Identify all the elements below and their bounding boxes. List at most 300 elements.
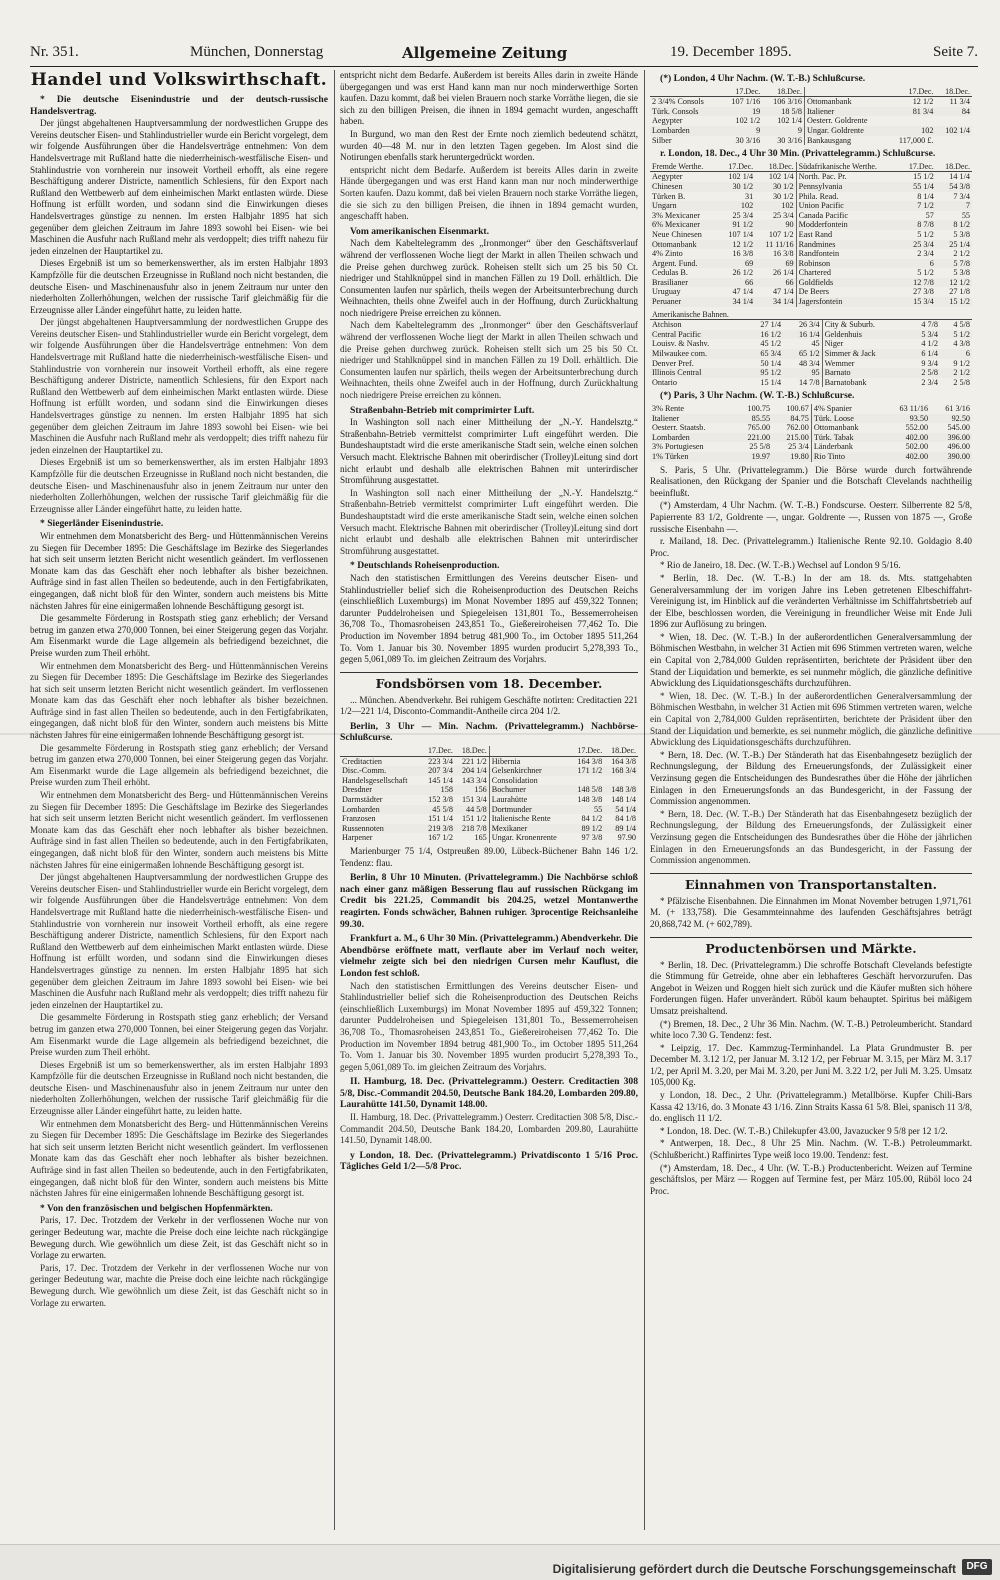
table-cell: 25 1/4 (949, 239, 970, 249)
table-cell: 168 3/4 (611, 766, 636, 776)
table-cell: 171 1/2 (577, 766, 603, 776)
table-cell: 102 (740, 201, 754, 211)
table-cell: 84 1/2 (581, 814, 603, 824)
table-cell (604, 776, 638, 786)
table-row (650, 330, 972, 340)
table-cell: Cedulas B. (652, 268, 688, 278)
table-cell: 148 3/8 (577, 795, 603, 805)
table-cell: 61 3/16 (945, 404, 970, 413)
table-cell: Randfontein (796, 249, 900, 259)
table-cell: 9 (797, 125, 802, 135)
table-cell: 5 3/8 (953, 229, 970, 239)
table-cell: 63 11/16 (899, 404, 929, 413)
table-cell: 25 3/4 (732, 210, 754, 220)
table-cell: Laurahütte (489, 795, 570, 805)
table-row (340, 795, 638, 805)
table-cell: 145 1/4 (428, 775, 453, 785)
table-cell: 1% Türken (652, 451, 689, 461)
table-cell: 165 (474, 833, 487, 843)
digitization-footer (0, 1544, 1000, 1580)
section-title: Fondsbörsen vom 18. December. (340, 672, 638, 692)
table-cell: 93.50 (909, 413, 929, 423)
column-header: 17.Dec. (721, 87, 763, 97)
table-cell: 221.00 (747, 432, 771, 442)
table-cell: Louisv. & Nashv. (652, 339, 710, 349)
table-cell: 27 1/4 (760, 320, 782, 330)
table-cell: 45 (811, 339, 820, 349)
article-paragraph: Wir entnehmen dem Monatsbericht des Berg- und Hüttenmännischen Vereins zu Siegen für December 1895: Die Geschäftslage im Bezirke des Siegerlandes hat sich seit unserm letzten Bericht nicht wesentlich geändert. Im verflossenen Monate kam das das Geschäft eher noch lebhafter als bisher bezeichnen. Aufträge sind in fast allen Theilen so bedeutende, auch in den Fertigfabrikaten, eingegangen, daß nicht bloß für den Winter, sondern auch meistens bis Mitte nächsten Jahres für eine einigermaßen lohnende Beschäftigung gesorgt ist. (30, 1118, 328, 1199)
table-cell: 107 1/2 (768, 229, 794, 239)
table-cell: 7 1/2 (917, 201, 934, 211)
table-row (650, 349, 972, 359)
table-cell: 90 (785, 220, 794, 230)
article-paragraph: In Washington soll nach einer Mittheilung der „N.-Y. Handelsztg.“ Straßenbahn-Betrieb vermittelst comprimirter Luft eingeführt werden. Die Bundeshauptstadt wird die erste amerikanische Stadt sein, welche einen solchen Versuch macht. Elektrische Bahnen mit oberirdischer (Trolley)Leitung sind dort nicht erlaubt und deshalb alle elektrischen Bahnen mit unterirdischer Stromführung ausgestattet. (340, 487, 638, 556)
table-cell: Oesterr. Goldrente (805, 116, 887, 126)
article-paragraph: * London, 18. Dec. (W. T.-B.) Chilekupfer 43.00, Javazucker 9 5/8 per 12 1/2. (660, 1125, 948, 1136)
article-paragraph: * Antwerpen, 18. Dec., 8 Uhr 25 Min. Nachm. (W. T.-B.) Petroleummarkt. (Schlußbericht.) Raffinirtes Type weiß loco 19.00. Tendenz: fest. (650, 1138, 972, 1161)
table-cell: 4 3/8 (953, 339, 970, 349)
table-cell: Türk. Loose (811, 414, 882, 424)
table-cell: Chinesen (652, 181, 683, 191)
table-cell: 2 3/4 (921, 377, 939, 387)
table-cell: 4% Spanier (811, 404, 882, 414)
table-cell: 44 5/8 (466, 804, 487, 814)
table-cell: 3% Mexicaner (652, 210, 700, 220)
table-row (650, 172, 972, 182)
table-cell: 148 3/8 (611, 785, 636, 795)
column-3 (650, 70, 972, 1530)
table-cell: Lombarden (652, 125, 690, 135)
table-cell: Türk. Tabak (811, 433, 882, 443)
table-row (650, 423, 972, 433)
table-cell: 25 3/4 (788, 442, 809, 452)
table-cell: 164 3/8 (577, 756, 603, 766)
column-2 (340, 70, 638, 1530)
table-row (650, 249, 972, 259)
table-cell: 34 1/4 (772, 297, 794, 307)
table-cell: 552.00 (905, 423, 929, 433)
table-cell: 496.00 (947, 442, 970, 452)
article-paragraph: ... München. Abendverkehr. Bei ruhigem Geschäfte notirten: Creditactien 221 1/2—221 1/4, Disconto-Commandit-Antheile circa 204 1/2. (340, 694, 638, 717)
table-cell: 15 1/2 (913, 172, 934, 182)
table-row (650, 116, 972, 126)
table-row (340, 814, 638, 824)
table-cell: 55 1/4 (913, 181, 934, 191)
table-cell: Disc.-Comm. (342, 766, 387, 776)
table-cell: 66 (785, 277, 794, 287)
table-cell: 5 1/2 (917, 268, 934, 278)
table-row (650, 259, 972, 269)
table-cell: Wemmer (822, 359, 908, 369)
table-cell: Lombarden (342, 804, 380, 814)
table-cell: 47 1/4 (772, 287, 794, 297)
table-label: Amerikanische Bahnen. (650, 310, 972, 320)
table-body (650, 320, 972, 388)
table-cell: Central Pacific (652, 329, 701, 339)
article-paragraph: Dieses Ergebniß ist um so bemerkenswerther, als im ersten Halbjahr 1893 Kampfzölle für die deutschen Erzeugnisse in Rußland noch nicht bestanden, die deutsche Eisen- und Maschinenausfuhr also in jenem Zeitraum nur unter den niederholten Zollerhöhungen, welchen der russische Tarif gleichmäßig für die Erzeugnisse aller Länder eingeführt hatte, zu leiden hatte. (30, 258, 328, 315)
table-cell: 4 1/2 (921, 339, 939, 349)
table-cell: 55 (594, 804, 603, 814)
table-cell: 16 3/8 (772, 249, 794, 259)
table-cell: 30 1/2 (732, 181, 754, 191)
table-cell: 151 3/4 (461, 795, 487, 805)
table-cell: 12 1/2 (912, 97, 934, 107)
article-paragraph: * Bern, 18. Dec. (W. T.-B.) Der Ständerath hat das Eisenbahngesetz bezüglich der Rechnungslegung, der Bildung des Erneuerungsfonds, der Zulässigkeit einer Verzinsung gegen die Entscheidungen des Bundesrathes über die Höhe der jährlichen Einlagen in den Erneuerungsfonds an das Bundesgericht, in der Fassung der Commission angenommen. (650, 808, 972, 866)
table-cell: Gelsenkirchner (489, 766, 570, 776)
table-cell: 25 3/4 (913, 239, 934, 249)
table-cell: Darmstädter (342, 795, 383, 805)
article-paragraph: * Wien, 18. Dec. (W. T.-B.) In der außerordentlichen Generalversammlung der Böhmischen Westbahn, in welcher 31 Actien mit 696 Stimmen vertreten waren, welche ein Capital von 2,784,000 Gulden repräsentirten, berichtete der Präsident über den Stand der Liquidation und bemerkte, es sei nunmehr möglich, die gänzliche definitive Abwicklung des Liquidationsgeschäfts durchzuführen. (650, 690, 972, 748)
table-cell: 218 7/8 (461, 823, 487, 833)
table-cell: 85.55 (751, 413, 771, 423)
table-cell: 65 3/4 (760, 349, 782, 359)
column-rule (644, 70, 645, 1530)
table-cell: 12 1/2 (732, 239, 754, 249)
table-cell: 107 1/16 (731, 97, 761, 107)
article-paragraph: entspricht nicht dem Bedarfe. Außerdem ist bereits Alles darin in zweite Hände übergegangen und was erst Hand kann man nur noch minderwerthige Sorten kaufen. Dazu kommt, daß bei vielen Brauern noch starke Vorräthe liegen, die sie sich zu den billigen Preisen, die ihnen in 1894 gemacht wurden, angeschafft haben. (340, 70, 638, 127)
table-cell: Denver Pref. (652, 358, 694, 368)
table-cell: 14 7/8 (798, 377, 820, 387)
table-cell: 221 1/2 (461, 756, 487, 766)
table-cell: Brasilianer (652, 277, 688, 287)
article-paragraph: * Berlin, 18. Dec. (Privattelegramm.) Die schroffe Botschaft Clevelands befestigte die Stimmung für Getreide, ohne aber ein lebhafteres Geschäft hervorzurufen. Das Angebot in Weizen und Roggen hielt sich zurück und die Käufer mußten sich höhere Forderungen fügen. Hafer unverändert. Rüböl kaum behauptet. Spiritus bei mäßigem Umsatz preishaltend. (650, 959, 972, 1016)
table-row (650, 320, 972, 330)
article-heading: y London, 18. Dec. (Privattelegramm.) Privatdisconto 1 5/16 Proc. Tägliches Geld 1/2—5/8 Proc. (340, 1149, 638, 1173)
table-cell: City & Suburb. (822, 320, 908, 330)
section-title: Handel und Volkswirthschaft. (30, 70, 328, 90)
table-cell: Bankausgang (805, 136, 887, 146)
article-paragraph: II. Hamburg, 18. Dec. (Privattelegramm.) Oesterr. Creditactien 308 5/8, Disc.-Commandit 204.50, Deutsche Bank 184.20, Lombarden 209.80, Laurahütte 141.50, Dynamit 148.00. (340, 1112, 638, 1146)
table-cell: 55 (961, 210, 970, 220)
article-heading: * Deutschlands Roheisenproduction. (350, 560, 500, 572)
article-paragraph: Wir entnehmen dem Monatsbericht des Berg- und Hüttenmännischen Vereins zu Siegen für December 1895: Die Geschäftslage im Bezirke des Siegerlandes hat sich seit unserm letzten Bericht nicht wesentlich geändert. Im verflossenen Monate kam das das Geschäft eher noch lebhafter als bisher bezeichnen. Aufträge sind in fast allen Theilen so bedeutende, auch in den Fertigfabrikaten, eingegangen, daß nicht bloß für den Winter, sondern auch meistens bis Mitte nächsten Jahres für eine einigermaßen lohnende Beschäftigung gesorgt ist. (30, 530, 328, 611)
table-cell: 6 1/4 (921, 349, 939, 359)
table-cell: 2 3/4 (917, 249, 934, 259)
table-cell: 54 1/4 (615, 804, 636, 814)
issue-date: 19. December 1895. (670, 44, 792, 60)
table-cell: 8 7/8 (917, 220, 934, 230)
table-cell: 27 1/8 (949, 287, 970, 297)
table-row (650, 211, 972, 221)
table-cell: 390.00 (947, 451, 970, 461)
column-header: 18.Dec. (935, 87, 972, 97)
table-cell: Oesterr. Staatsb. (652, 423, 706, 433)
table-cell: 84 (961, 106, 970, 116)
article-heading: * Die deutsche Eisenindustrie und der deutsch-russische Handelsvertrag. (30, 94, 328, 117)
table-row (650, 287, 972, 297)
article-paragraph: (*) Bremen, 18. Dec., 2 Uhr 36 Min. Nachm. (W. T.-B.) Petroleumbericht. Standard white loco 7.30 G. Tendenz: fest. (650, 1018, 972, 1041)
table-cell: 14 1/4 (949, 172, 970, 182)
table-cell: Ottomanbank (805, 97, 887, 107)
table-cell: Creditactien (342, 756, 383, 766)
table-cell: 3% Rente (652, 404, 685, 413)
table-cell: 25 3/4 (772, 210, 794, 220)
table-cell: 148 5/8 (577, 785, 603, 795)
table-cell (570, 776, 604, 786)
table-cell: 4 5/8 (953, 320, 970, 330)
article-paragraph: S. Paris, 5 Uhr. (Privattelegramm.) Die Börse wurde durch fortwährende Realisationen, den Rückgang der Spanier und die Botschaft Clevelands nachtheilig beeinflußt. (650, 464, 972, 498)
table-cell: Barnato (822, 368, 908, 378)
table-cell: 107 1/4 (728, 229, 754, 239)
table-cell: Milwaukee com. (652, 349, 708, 359)
table-cell: 9 1/2 (953, 358, 970, 368)
table-cell: 4 7/8 (921, 320, 939, 330)
table-cell: 5 3/8 (953, 268, 970, 278)
table-cell: Aegypter (652, 116, 683, 126)
table-cell: 9 (756, 125, 761, 135)
table-cell: 11 11/16 (765, 239, 794, 249)
table-cell: 6 (929, 258, 934, 268)
table-cell: 15 1/2 (949, 297, 970, 307)
table-cell: 100.67 (786, 404, 809, 413)
article-paragraph: Die gesammelte Förderung in Rostspath stieg ganz erheblich; der Versand betrug im ganzen etwa 270,000 Tonnen, bei einer Steigerung gegen das Vorjahr. Am Eisenmarkt wurde die Lage allgemein als befriedigend bezeichnet, die Preise wurden zum Theil erhöht. (30, 742, 328, 788)
table-cell: Chartered (796, 268, 900, 278)
table-row (340, 824, 638, 834)
article-paragraph: r. Mailand, 18. Dec. (Privattelegramm.) Italienische Rente 92.10. Goldagio 8.40 Proc. (650, 536, 972, 558)
article-paragraph: Marienburger 75 1/4, Ostpreußen 89.00, Lübeck-Büchener Bahn 146 1/2. Tendenz: flau. (340, 846, 638, 868)
article-paragraph: Wir entnehmen dem Monatsbericht des Berg- und Hüttenmännischen Vereins zu Siegen für December 1895: Die Geschäftslage im Bezirke des Siegerlandes hat sich seit unserm letzten Bericht nicht wesentlich geändert. Im verflossenen Monate kam das das Geschäft eher noch lebhafter als bisher bezeichnen. Aufträge sind in fast allen Theilen so bedeutende, auch in den Fertigfabrikaten, eingegangen, daß nicht bloß für den Winter, sondern auch meistens bis Mitte nächsten Jahres für eine einigermaßen lohnende Beschäftigung gesorgt ist. (30, 660, 328, 741)
table-cell: 27 3/8 (913, 287, 934, 297)
article-heading: Berlin, 8 Uhr 10 Minuten. (Privattelegramm.) Die Nachbörse schloß nach einer ganz mäßigen Besserung flau auf russischen Rückgang im Credit bis 221.25, Commandit bis 204.25, wetzel Montanwerthe reagirten. Fonds schwächer, Bahnen ruhiger. 3procentige Reichsanleihe 99.30. (340, 872, 638, 930)
table-row (650, 230, 972, 240)
table-cell: Dortmunder (489, 805, 570, 815)
table-cell: Bochumer (489, 785, 570, 795)
table-cell: 102 1/4 (945, 125, 970, 135)
table-cell: 117,000 £. (898, 135, 934, 145)
article-heading: Vom amerikanischen Eisenmarkt. (350, 225, 490, 237)
table-cell: 3% Portugiesen (652, 442, 704, 452)
table-row (340, 805, 638, 815)
table-cell: 12 1/2 (949, 277, 970, 287)
table-cell: 152 3/8 (428, 795, 453, 805)
column-header: 18.Dec. (762, 87, 804, 97)
table-cell: 11 3/4 (949, 97, 970, 107)
table-row (650, 240, 972, 250)
table-cell: Modderfontein (796, 220, 900, 230)
table-cell: Türken B. (652, 191, 686, 201)
article-paragraph: Der jüngst abgehaltenen Hauptversammlung der nordwestlichen Gruppe des Vereins deutscher Eisen- und Stahlindustrieller wurde ein Bericht vorgelegt, dem wir folgende Ausführungen über die Handelsverträge entnehmen: Von dem Handelsvertrage mit Rußland hatte die niederrheinisch-westfälische Eisen- und Stahlindustrie von vornherein nur insoweit Vortheil erhofft, als eine regere Beschäftigung anderer Districte, namentlich Schlesiens, für den Export nach Rußland den Wettbewerb auf dem einheimischen Markt entlasten würde. Diese Hoffnung ist erfüllt worden, und sodann sind die Einwirkungen dieses Handelsvertrages günstige zu nennen. Im ersten Halbjahr 1895 hat sich gegenüber dem gleichen Zeitraum im Jahre 1893 sowohl bei Eisen- wie bei Maschinen die Ausfuhr nach Rußland mehr als verdoppelt; dies trifft nahezu für jeden einzelnen der Hauptartikel zu. (30, 118, 328, 256)
table-cell: 5 3/4 (921, 329, 939, 339)
issue-number: Nr. 351. (30, 44, 79, 60)
article-heading: Straßenbahn-Betrieb mit comprimirter Luft. (350, 404, 535, 416)
table-cell: 2 1/2 (953, 249, 970, 259)
article-paragraph: (*) Amsterdam, 4 Uhr Nachm. (W. T.-B.) Fondscurse. Oesterr. Silberrente 82 5/8, Papierrente 83 1/2, Goldrente —, ungar. Goldrente —, Russen von 1875 —, Große russische Eisenbahn —. (650, 500, 972, 534)
table-cell: 219 3/8 (428, 823, 453, 833)
table-cell: 30 3/16 (735, 135, 761, 145)
table-cell: 25 5/8 (749, 442, 771, 452)
table-cell: 15 3/4 (913, 297, 934, 307)
table-cell: 18 5/8 (781, 106, 802, 116)
table-cell: 6% Mexicaner (652, 220, 700, 230)
article-heading: Berlin, 3 Uhr — Min. Nachm. (Privattelegramm.) Nachbörse-Schlußcurse. (340, 720, 638, 744)
table-cell: 6 (965, 349, 970, 359)
paper-title: Allgemeine Zeitung (402, 44, 568, 62)
table-cell: 7 3/4 (953, 191, 970, 201)
table-row (340, 785, 638, 795)
article-heading: II. Hamburg, 18. Dec. (Privattelegramm.) Oesterr. Creditactien 308 5/8, Disc.-Commandit 204.50, Deutsche Bank 184.20, Lombarden 209.80, Laurahütte 141.50, Dynamit 148.00. (340, 1076, 638, 1111)
table-cell: 207 3/4 (428, 766, 453, 776)
table-cell: 5 7/8 (953, 258, 970, 268)
quotes-table (650, 87, 972, 146)
table-cell: 167 1/2 (428, 833, 453, 843)
table-cell: 16 1/4 (798, 329, 820, 339)
table-cell: 19.80 (790, 451, 809, 461)
article-paragraph: * Berlin, 18. Dec. (W. T.-B.) In der am 18. ds. Mts. stattgehabten Generalversammlung der im vorigen Jahre ins Leben getretenen Elbeschiffahrt-Vereinigung ist, im Hinblick auf die veränderten Verhältnisse im Schiffahrtsbetrieb auf der Elbe, beschlossen worden, die Vereinigung in freundlicher Weise mit Ende Juli 1896 zur Auflösung zu bringen. (650, 572, 972, 630)
article-paragraph: Der jüngst abgehaltenen Hauptversammlung der nordwestlichen Gruppe des Vereins deutscher Eisen- und Stahlindustrieller wurde ein Bericht vorgelegt, dem wir folgende Ausführungen über die Handelsverträge entnehmen: Von dem Handelsvertrage mit Rußland hatte die niederrheinisch-westfälische Eisen- und Stahlindustrie von vornherein nur insoweit Vortheil erhofft, als eine regere Beschäftigung anderer Districte, namentlich Schlesiens, für den Export nach Rußland den Wettbewerb auf dem einheimischen Markt entlasten würde. Diese Hoffnung ist erfüllt worden, und sodann sind die Einwirkungen dieses Handelsvertrages günstige zu nennen. Im ersten Halbjahr 1895 hat sich gegenüber dem gleichen Zeitraum im Jahre 1893 sowohl bei Eisen- wie bei Maschinen die Ausfuhr nach Rußland mehr als verdoppelt; dies trifft nahezu für jeden einzelnen der Hauptartikel zu. (30, 872, 328, 1010)
table-cell: 16 3/8 (732, 249, 754, 259)
table-cell: 164 3/8 (611, 756, 636, 766)
table-cell: Geldenhuis (822, 330, 908, 340)
table-cell: 7 (965, 201, 970, 211)
table-cell: Rio Tinto (811, 452, 882, 462)
table-cell: 158 (440, 785, 453, 795)
table-cell: 69 (744, 258, 754, 268)
table-row (340, 766, 638, 776)
dfg-logo: DFG (962, 1559, 992, 1575)
article-paragraph: Paris, 17. Dec. Trotzdem der Verkehr in der verflossenen Woche nur von geringer Bedeutung war, machte die Preise doch eine leichte nach rückgängige Bewegung durch. Wie gewöhnlich um diese Zeit, ist das Geschäft nicht so in Vorlage zu erwarten. (30, 1215, 328, 1261)
table-cell: Niger (822, 339, 908, 349)
table-row (650, 136, 972, 146)
table-cell: 402.00 (905, 432, 929, 442)
table-cell: 34 1/4 (732, 297, 754, 307)
article-paragraph: * Pfälzische Eisenbahnen. Die Einnahmen im Monat November betrugen 1,971,761 M. (+ 133,758). Die Gesammteinnahme des laufenden Geschäftsjahres beträgt 20,868,742 M. (+ 602,789). (650, 895, 972, 929)
table-row (340, 776, 638, 786)
table-cell: 102 (781, 201, 794, 211)
table-cell: Dresdner (342, 785, 373, 795)
table-cell: 50 1/4 (760, 358, 782, 368)
column-header: 17.Dec. (570, 746, 604, 756)
table-cell: 16 1/2 (760, 329, 782, 339)
article-paragraph: Die gesammelte Förderung in Rostspath stieg ganz erheblich; der Versand betrug im ganzen etwa 270,000 Tonnen, bei einer Steigerung gegen das Vorjahr. Am Eisenmarkt wurde die Lage allgemein als befriedigend bezeichnet, die Preise wurden zum Theil erhöht. (30, 613, 328, 658)
funding-note: Digitalisierung gefördert durch die Deutsche Forschungsgemeinschaft (552, 1562, 956, 1576)
table-cell: 148 1/4 (611, 795, 636, 805)
table-row (650, 192, 972, 202)
table-cell: Simmer & Jack (822, 349, 908, 359)
table-row (650, 126, 972, 136)
table-cell: Franzosen (342, 814, 376, 824)
table-cell: 102 (921, 125, 934, 135)
table-label: Südafrikanische Werthe. (796, 162, 900, 172)
table-cell: 8 1/2 (953, 220, 970, 230)
table-cell: Consolidation (489, 776, 570, 786)
table-cell: 502.00 (905, 442, 929, 452)
article-paragraph: * Bern, 18. Dec. (W. T.-B.) Der Ständerath hat das Eisenbahngesetz bezüglich der Rechnungslegung, der Bildung des Erneuerungsfonds, der Zulässigkeit einer Verzinsung gegen die Entscheidungen des Bundesrathes über die Höhe der jährlichen Einlagen in den Erneuerungsfonds an das Bundesgericht, in der Fassung der Commission angenommen. (650, 749, 972, 807)
quotes-table (650, 162, 972, 307)
article-paragraph: entspricht nicht dem Bedarfe. Außerdem ist bereits Alles darin in zweite Hände übergegangen und was erst Hand kann man nur noch minderwerthige Sorten kaufen. Dazu kommt, daß bei vielen Brauern noch starke Vorräthe liegen, die sie sich zu den billigen Preisen, die ihnen in 1894 gemacht wurden, angeschafft haben. (340, 164, 638, 222)
table-row (650, 378, 972, 388)
table-label: Fremde Werthe. (650, 162, 719, 172)
article-paragraph: Wir entnehmen dem Monatsbericht des Berg- und Hüttenmännischen Vereins zu Siegen für December 1895: Die Geschäftslage im Bezirke des Siegerlandes hat sich seit unserm letzten Bericht nicht wesentlich geändert. Im verflossenen Monate kam das das Geschäft eher noch lebhafter als bisher bezeichnen. Aufträge sind in fast allen Theilen so bedeutende, auch in den Fertigfabrikaten, eingegangen, daß nicht bloß für den Winter, sondern auch meistens bis Mitte nächsten Jahres für eine einigermaßen lohnende Beschäftigung gesorgt ist. (30, 790, 328, 870)
table-cell: Ottomanbank (652, 239, 697, 249)
table-cell: Italiener (805, 107, 887, 117)
table-cell: 2 5/8 (921, 368, 939, 378)
table-body (650, 172, 972, 307)
table-cell: 2 1/2 (953, 368, 970, 378)
table-row (650, 368, 972, 378)
table-cell: 84 1/8 (615, 814, 636, 824)
article-paragraph: Der jüngst abgehaltenen Hauptversammlung der nordwestlichen Gruppe des Vereins deutscher Eisen- und Stahlindustrieller wurde ein Bericht vorgelegt, dem wir folgende Ausführungen über die Handelsverträge entnehmen: Von dem Handelsvertrage mit Rußland hatte die niederrheinisch-westfälische Eisen- und Stahlindustrie von vornherein nur insoweit Vortheil erhofft, als eine regere Beschäftigung anderer Districte, namentlich Schlesiens, für den Export nach Rußland den Wettbewerb auf dem einheimischen Markt entlasten würde. Diese Hoffnung ist erfüllt worden, und sodann sind die Einwirkungen dieses Handelsvertrages günstige zu nennen. Im ersten Halbjahr 1895 hat sich gegenüber dem gleichen Zeitraum im Jahre 1893 sowohl bei Eisen- wie bei Maschinen die Ausfuhr nach Rußland mehr als verdoppelt; dies trifft nahezu für jeden einzelnen der Hauptartikel zu. (30, 317, 328, 455)
table-row (650, 182, 972, 192)
article-heading: (*) London, 4 Uhr Nachm. (W. T.-B.) Schlußcurse. (660, 73, 866, 84)
table-cell: 4% Zinto (652, 249, 683, 259)
table-cell: Ungarn (652, 201, 677, 211)
table-cell: Robinson (796, 259, 900, 269)
table-row (650, 268, 972, 278)
table-cell: Aegypter (652, 172, 683, 182)
table-cell: Harpener (342, 833, 373, 843)
section-title: Productenbörsen und Märkte. (650, 937, 972, 957)
table-cell: 762.00 (786, 423, 809, 433)
table-cell: Russennoten (342, 823, 384, 833)
table-cell: 12 7/8 (913, 277, 934, 287)
table-cell: Ungar. Kronenrente (489, 833, 570, 843)
table-cell: 2 3/4% Consols (652, 97, 704, 107)
table-cell: 19.97 (751, 451, 771, 461)
table-cell: Goldfields (796, 278, 900, 288)
article-heading: Frankfurt a. M., 6 Uhr 30 Min. (Privattelegramm.) Abendverkehr. Die Abendbörse eröffnete matt, verflaute aber im Verlauf noch weiter, vielmehr zeigte sich bei den niedrigen Cursen mehr Kauflust, die London fest schloß. (340, 933, 638, 979)
table-cell: 45 5/8 (432, 804, 453, 814)
table-cell: 396.00 (947, 432, 970, 442)
table-cell: 102 1/4 (728, 172, 754, 182)
table-cell: 54 3/8 (949, 181, 970, 191)
table-cell (887, 116, 936, 126)
table-cell: 91 1/2 (732, 220, 754, 230)
table-cell: 65 1/2 (798, 349, 820, 359)
table-cell: 106 3/16 (773, 97, 802, 107)
table-cell: Türk. Consols (652, 106, 699, 116)
article-paragraph: In Washington soll nach einer Mittheilung der „N.-Y. Handelsztg.“ Straßenbahn-Betrieb vermittelst comprimirter Luft eingeführt werden. Die Bundeshauptstadt wird die erste amerikanische Stadt sein, welche einen solchen Versuch macht. Elektrische Bahnen mit oberirdischer (Trolley)Leitung sind dort nicht erlaubt und deshalb alle elektrischen Bahnen mit unterirdischer Stromführung ausgestattet. (340, 417, 638, 486)
table-cell: Ottomanbank (811, 423, 882, 433)
article-paragraph: * Leipzig, 17. Dec. Kammzug-Terminhandel. La Plata Grundmuster B. per December M. 3.12 1/2, per Januar M. 3.12 1/2, per Februar M. 3.15, per März M. 3.17 1/2, per April M. 3.20, per Mai M. 3.20, per Juni M. 3.22 1/2, per Juli M. 3.25. Umsatz 105,000 Kg. (650, 1042, 972, 1088)
table-cell: Hibernia (489, 756, 570, 766)
article-paragraph: In Burgund, wo man den Rest der Ernte noch ziemlich bedeutend schätzt, wurden 40—48 M. nur in den letzten Tagen gegeben. Im Alost sind die Notirungen ebenfalls stark heruntergedrückt worden. (340, 128, 638, 163)
table-row (650, 339, 972, 349)
column-rule (334, 70, 335, 1530)
article-paragraph: Nach dem Kabeltelegramm des „Ironmonger“ über den Geschäftsverlauf während der verflossenen Woche liegt der Markt in allen Theilen schwach und die Preise gehen durchweg zurück. Roheisen stellt sich um 25 bis 50 Ct. niedriger und Stahlknüppel sind in manchen Fällen zu 19 Doll. erhältlich. Die Consumenten laufen nur spärlich, theils wegen der Arbeitsunterbrechung durch Weihnachten, theils ohne Zweifel auch in der Hoffnung, durch Zurückhaltung noch niedrigere Preise erreichen zu können. (340, 238, 638, 318)
quotes-table (340, 746, 638, 843)
article-paragraph: (*) Amsterdam, 18. Dec., 4 Uhr. (W. T.-B.) Productenbericht. Weizen auf Termine geschäftslos, per März — Roggen auf Termine fest, per März 105.00, Rüböl loco 24 Proc. (650, 1162, 972, 1196)
table-cell: Länderbank (811, 442, 882, 452)
table-cell: Argent. Fund. (652, 258, 698, 268)
table-row (650, 278, 972, 288)
table-cell: 156 (474, 785, 487, 795)
table-cell: Randmines (796, 240, 900, 250)
table-row (650, 97, 972, 107)
table-cell: Ontario (652, 377, 678, 387)
article-heading: (*) Paris, 3 Uhr Nachm. (W. T.-B.) Schlußcurse. (660, 390, 855, 402)
table-row (650, 404, 972, 414)
table-row (650, 433, 972, 443)
table-cell: 66 (744, 277, 754, 287)
article-paragraph: Paris, 17. Dec. Trotzdem der Verkehr in der verflossenen Woche nur von geringer Bedeutung war, machte die Preise doch eine leichte nach rückgängige Bewegung durch. Wie gewöhnlich um diese Zeit, ist das Geschäft nicht so in Vorlage zu erwarten. (30, 1262, 328, 1308)
table-row (650, 359, 972, 369)
table-cell: 215.00 (786, 432, 809, 442)
quotes-table (650, 404, 972, 462)
table-cell: 151 1/4 (428, 814, 453, 824)
table-body (650, 404, 972, 462)
article-heading: * Von den französischen und belgischen Hopfenmärkten. (40, 1202, 273, 1214)
table-row (650, 220, 972, 230)
article-paragraph: Nach den statistischen Ermittlungen des Vereins deutscher Eisen- und Stahlindustrieller belief sich die Roheisenproduction des Deutschen Reichs (einschließlich Luxemburgs) im Monat November 1895 auf 459,322 Tonnen; darunter Puddelroheisen und Spiegeleisen 131,801 To., Bessemerroheisen 36,708 To., Thomasroheisen 243,851 To., Gießereiroheisen 77,462 To. Die Production im November 1894 betrug 481,900 To., im October 1895 511,264 To. Vom 1. Januar bis 30. November 1895 wurden producirt 5,278,393 To., gegen 5,061,089 To. im gleichen Zeitraum des Vorjahrs. (340, 572, 638, 665)
table-cell: Uruguay (652, 287, 681, 297)
table-row (650, 442, 972, 452)
table-cell: 204 1/4 (461, 766, 487, 776)
table-cell: 89 1/2 (581, 823, 603, 833)
article-paragraph: Nach den statistischen Ermittlungen des Vereins deutscher Eisen- und Stahlindustrieller belief sich die Roheisenproduction des Deutschen Reichs (einschließlich Luxemburgs) im Monat November 1895 auf 459,322 Tonnen; darunter Puddelroheisen und Spiegeleisen 131,801 To., Bessemerroheisen 36,708 To., Thomasroheisen 243,851 To., Gießereiroheisen 77,462 To. Die Production im November 1894 betrug 481,900 To., im October 1895 511,264 To. Vom 1. Januar bis 30. November 1895 wurden producirt 5,278,393 To., gegen 5,061,089 To. im gleichen Zeitraum des Vorjahrs. (340, 980, 638, 1072)
table-cell: 2 5/8 (953, 377, 970, 387)
table-cell: 26 1/2 (732, 268, 754, 278)
table-cell: 30 3/16 (777, 135, 802, 145)
